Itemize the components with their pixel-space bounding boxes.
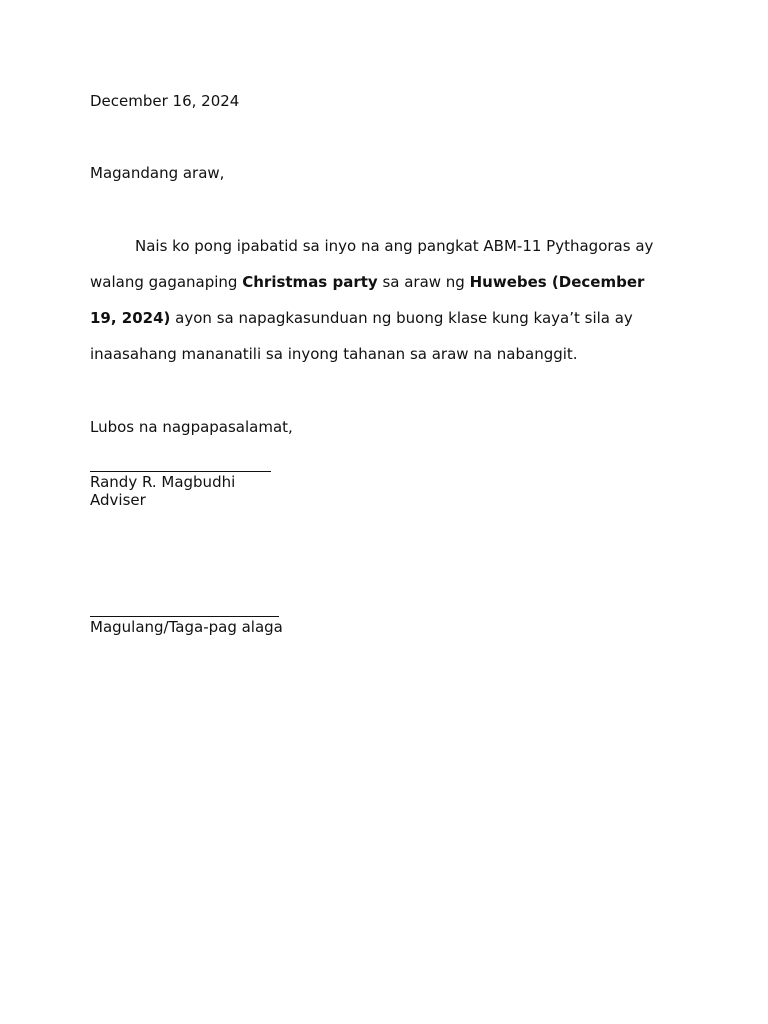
body-line-3 <box>90 309 633 327</box>
body-line-2-text-a: walang gaganaping <box>90 273 243 291</box>
parent-signature-label: Magulang/Taga-pag alaga <box>90 618 283 636</box>
body-line-3-text-b: ayon sa napagkasunduan ng buong klase kung kaya’t sila ay <box>170 309 633 327</box>
body-line-1 <box>135 237 653 255</box>
greeting: Magandang araw, <box>90 164 225 182</box>
body-line-4-text: inaasahang mananatili sa inyong tahanan sa araw na nabanggit. <box>90 345 578 363</box>
body-line-2 <box>90 273 644 291</box>
event-date: 19, 2024) <box>90 309 171 327</box>
parent-signature-line <box>90 616 279 617</box>
event-day: Huwebes (December <box>469 273 645 291</box>
closing: Lubos na nagpapasalamat, <box>90 418 293 436</box>
letter-date: December 16, 2024 <box>90 92 240 110</box>
signer-title: Adviser <box>90 491 146 509</box>
event-name: Christmas party <box>242 273 378 291</box>
body-line-2-text-c: sa araw ng <box>377 273 470 291</box>
signer-name: Randy R. Magbudhi <box>90 473 236 491</box>
adviser-signature-line <box>90 471 271 472</box>
body-line-1-text: Nais ko pong ipabatid sa inyo na ang pangkat ABM-11 Pythagoras ay <box>135 237 654 255</box>
body-line-4 <box>90 345 578 363</box>
